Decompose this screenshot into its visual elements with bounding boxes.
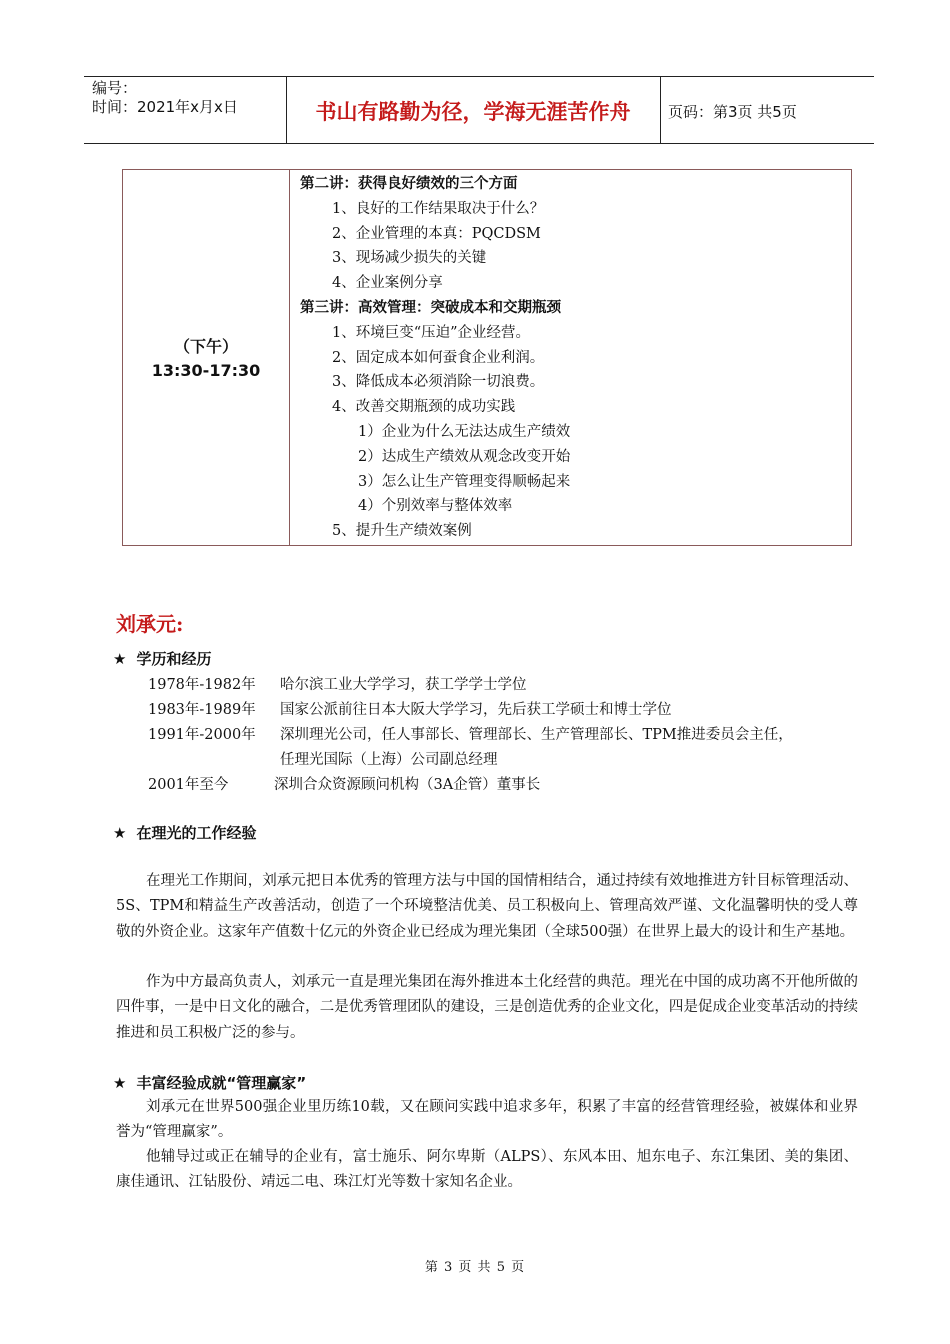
agenda-item: 2）达成生产绩效从观念改变开始 <box>358 448 571 465</box>
star-icon: ★ <box>113 824 127 842</box>
edu-row <box>148 723 793 744</box>
experience-paragraph: 他辅导过或正在辅导的企业有，富士施乐、阿尔卑斯（ALPS）、东风本田、旭东电子、东江集团、美的集团、康佳通讯、江钻股份、靖远二电、珠江灯光等数十家知名企业。 <box>116 1149 858 1191</box>
schedule-table-divider <box>289 169 290 545</box>
agenda-item: 4、改善交期瓶颈的成功实践 <box>332 399 516 416</box>
edu-desc: 深圳合众资源顾问机构（3A企管）董事长 <box>274 777 541 793</box>
time-period: （下午） <box>173 337 238 356</box>
header-meta <box>92 79 238 117</box>
edu-row <box>148 698 672 719</box>
number-label: 编号： <box>92 79 138 97</box>
header-bottom-rule <box>84 143 874 144</box>
agenda-item: 4、企业案例分享 <box>332 275 443 292</box>
agenda-item: 3、降低成本必须消除一切浪费。 <box>332 374 545 391</box>
edu-years: 2001年至今 <box>148 777 229 793</box>
edu-row <box>148 673 527 694</box>
agenda-item: 3）怎么让生产管理变得顺畅起来 <box>358 473 571 490</box>
agenda-item: 1）企业为什么无法达成生产绩效 <box>358 423 571 440</box>
heading-text: 学历和经历 <box>136 650 212 668</box>
work-paragraph: 作为中方最高负责人，刘承元一直是理光集团在海外推进本土化经营的典范。理光在中国的成功离不开他所做的四件事，一是中日文化的融合，二是优秀管理团队的建设，三是创造优秀的企业文化，四是促成企业变革活动的持续推进和员工积极广泛的参与。 <box>116 974 858 1041</box>
agenda-list <box>300 172 845 544</box>
agenda-item: 第二讲：获得良好绩效的三个方面 <box>300 176 518 192</box>
time-cell <box>123 335 289 383</box>
edu-desc: 国家公派前往日本大阪大学学习，先后获工学硕士和博士学位 <box>280 702 672 718</box>
agenda-item: 1、良好的工作结果取决于什么？ <box>332 200 545 217</box>
section-heading-work <box>113 822 256 843</box>
agenda-item: 4）个别效率与整体效率 <box>358 498 513 515</box>
star-icon: ★ <box>113 1074 127 1092</box>
agenda-item: 5、提升生产绩效案例 <box>332 523 472 540</box>
time-label: 时间：2021年x月x日 <box>92 98 238 116</box>
edu-desc: 哈尔滨工业大学学习，获工学学士学位 <box>280 677 527 693</box>
edu-years: 1978年-1982年 <box>148 677 256 693</box>
edu-years: 1983年-1989年 <box>148 702 256 718</box>
edu-desc: 深圳理光公司，任人事部长、管理部长、生产管理部长、TPM推进委员会主任， <box>280 727 793 743</box>
agenda-item: 2、企业管理的本真：PQCDSM <box>332 225 541 242</box>
experience-paragraph: 刘承元在世界500强企业里历练10载，又在顾问实践中追求多年，积累了丰富的经营管理经验，被媒体和业界誉为“管理赢家”。 <box>116 1099 858 1141</box>
agenda-item: 1、环境巨变“压迫”企业经营。 <box>332 324 531 341</box>
agenda-item: 2、固定成本如何蚕食企业利润。 <box>332 349 545 366</box>
edu-row <box>148 773 540 794</box>
header-page-label: 页码：第3页 共5页 <box>668 103 797 121</box>
person-name: 刘承元: <box>116 612 184 636</box>
agenda-item: 3、现场减少损失的关键 <box>332 250 487 267</box>
heading-text: 丰富经验成就“管理赢家” <box>136 1074 307 1092</box>
edu-years: 1991年-2000年 <box>148 727 256 743</box>
edu-desc-continued: 任理光国际（上海）公司副总经理 <box>280 752 498 768</box>
section-heading-experience <box>113 1072 306 1093</box>
header-motto: 书山有路勤为径，学海无涯苦作舟 <box>315 100 631 124</box>
section-heading-education <box>113 648 211 669</box>
agenda-item: 第三讲：高效管理：突破成本和交期瓶颈 <box>300 299 561 316</box>
page-footer: 第 3 页 共 5 页 <box>424 1260 526 1275</box>
work-paragraph: 在理光工作期间，刘承元把日本优秀的管理方法与中国的国情相结合，通过持续有效地推进方针目标管理活动、5S、TPM和精益生产改善活动，创造了一个环境整洁优美、员工积极向上、管理高效严谨、文化温馨明快的受人尊敬的外资企业。这家年产值数十亿元的外资企业已经成为理光集团（全球500强）在世界上最大的设计和生产基地。 <box>116 873 858 940</box>
header-divider <box>660 76 661 143</box>
header-top-rule <box>84 76 874 77</box>
time-range: 13:30-17:30 <box>151 361 261 380</box>
heading-text: 在理光的工作经验 <box>136 824 257 842</box>
star-icon: ★ <box>113 650 127 668</box>
